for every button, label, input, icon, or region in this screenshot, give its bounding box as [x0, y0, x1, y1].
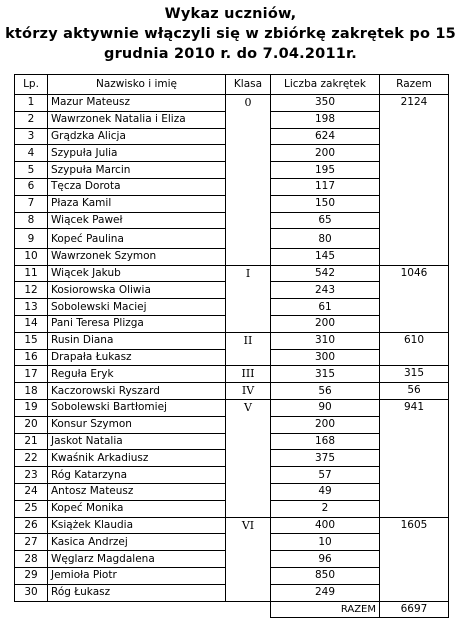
row-lp: 30 [15, 584, 48, 601]
row-name: Rusin Diana [48, 332, 226, 349]
row-lp: 10 [15, 248, 48, 265]
row-lp: 25 [15, 500, 48, 517]
row-name: Mazur Mateusz [48, 95, 226, 112]
row-name: Sobolewski Bartłomiej [48, 399, 226, 416]
row-lp: 9 [15, 229, 48, 248]
row-count: 80 [271, 229, 380, 248]
table-row [15, 95, 449, 112]
row-name: Wawrzonek Natalia i Eliza [48, 111, 226, 128]
row-count: 350 [271, 95, 380, 112]
row-count: 400 [271, 517, 380, 534]
row-name: Szypuła Julia [48, 145, 226, 162]
table-row [15, 366, 449, 383]
row-lp: 4 [15, 145, 48, 162]
group-total-cell: 1046 [380, 265, 449, 332]
row-count: 542 [271, 265, 380, 282]
row-lp: 21 [15, 433, 48, 450]
header-klasa: Klasa [226, 75, 271, 95]
row-lp: 17 [15, 366, 48, 383]
row-lp: 28 [15, 551, 48, 568]
class-cell: IV [226, 383, 271, 400]
row-count: 243 [271, 282, 380, 299]
row-count: 56 [271, 383, 380, 400]
row-name: Węglarz Magdalena [48, 551, 226, 568]
row-count: 310 [271, 332, 380, 349]
header-lp: Lp. [15, 75, 48, 95]
row-lp: 1 [15, 95, 48, 112]
row-count: 200 [271, 416, 380, 433]
class-cell: V [226, 399, 271, 517]
row-count: 624 [271, 128, 380, 145]
row-lp: 3 [15, 128, 48, 145]
row-lp: 7 [15, 195, 48, 212]
row-name: Grądzka Alicja [48, 128, 226, 145]
row-count: 850 [271, 567, 380, 584]
group-total-cell: 315 [380, 366, 449, 383]
row-count: 61 [271, 299, 380, 316]
row-lp: 2 [15, 111, 48, 128]
row-count: 2 [271, 500, 380, 517]
row-count: 96 [271, 551, 380, 568]
row-count: 198 [271, 111, 380, 128]
row-count: 195 [271, 162, 380, 179]
row-name: Płaza Kamil [48, 195, 226, 212]
row-name: Książek Klaudia [48, 517, 226, 534]
title-line-1: Wykaz uczniów, [164, 6, 297, 22]
row-lp: 23 [15, 467, 48, 484]
document-title [0, 4, 461, 64]
row-name: Jaskot Natalia [48, 433, 226, 450]
class-cell: II [226, 332, 271, 366]
row-name: Kaczorowski Ryszard [48, 383, 226, 400]
header-count: Liczba zakrętek [271, 75, 380, 95]
row-name: Kosiorowska Oliwia [48, 282, 226, 299]
row-count: 49 [271, 483, 380, 500]
row-name: Drapała Łukasz [48, 349, 226, 366]
row-name: Kwaśnik Arkadiusz [48, 450, 226, 467]
row-count: 315 [271, 366, 380, 383]
table-row [15, 332, 449, 349]
row-name: Kasica Andrzej [48, 534, 226, 551]
row-count: 57 [271, 467, 380, 484]
class-cell: 0 [226, 95, 271, 266]
row-count: 90 [271, 399, 380, 416]
row-lp: 11 [15, 265, 48, 282]
row-lp: 22 [15, 450, 48, 467]
row-name: Kopeć Monika [48, 500, 226, 517]
row-name: Antosz Mateusz [48, 483, 226, 500]
row-name: Reguła Eryk [48, 366, 226, 383]
row-name: Sobolewski Maciej [48, 299, 226, 316]
group-total-cell: 1605 [380, 517, 449, 601]
group-total-cell: 941 [380, 399, 449, 517]
row-name: Wiącek Jakub [48, 265, 226, 282]
row-count: 200 [271, 145, 380, 162]
row-name: Tęcza Dorota [48, 178, 226, 195]
table-row [15, 399, 449, 416]
class-cell: III [226, 366, 271, 383]
row-count: 168 [271, 433, 380, 450]
row-lp: 14 [15, 315, 48, 332]
row-name: Wiącek Paweł [48, 212, 226, 229]
table-row [15, 517, 449, 534]
class-cell: VI [226, 517, 271, 601]
row-name: Kopeć Paulina [48, 229, 226, 248]
row-count: 200 [271, 315, 380, 332]
row-count: 150 [271, 195, 380, 212]
total-spacer [15, 601, 226, 618]
total-value: 6697 [380, 601, 449, 618]
row-lp: 24 [15, 483, 48, 500]
title-line-2: którzy aktywnie włączyli się w zbiórkę zakrętek po 15 [5, 26, 456, 42]
row-name: Wawrzonek Szymon [48, 248, 226, 265]
row-lp: 12 [15, 282, 48, 299]
row-count: 10 [271, 534, 380, 551]
row-name: Róg Katarzyna [48, 467, 226, 484]
table-row [15, 383, 449, 400]
row-count: 375 [271, 450, 380, 467]
row-lp: 18 [15, 383, 48, 400]
table-header-row [15, 75, 449, 95]
row-lp: 8 [15, 212, 48, 229]
header-name: Nazwisko i imię [48, 75, 226, 95]
row-lp: 19 [15, 399, 48, 416]
row-count: 117 [271, 178, 380, 195]
group-total-cell: 56 [380, 383, 449, 400]
row-name: Jemioła Piotr [48, 567, 226, 584]
group-total-cell: 2124 [380, 95, 449, 266]
row-lp: 13 [15, 299, 48, 316]
row-count: 145 [271, 248, 380, 265]
row-lp: 20 [15, 416, 48, 433]
class-cell: I [226, 265, 271, 332]
row-lp: 15 [15, 332, 48, 349]
row-lp: 27 [15, 534, 48, 551]
total-label: RAZEM [271, 601, 380, 618]
row-name: Róg Łukasz [48, 584, 226, 601]
table-body [15, 95, 449, 618]
row-lp: 16 [15, 349, 48, 366]
total-row [15, 601, 449, 618]
table-row [15, 265, 449, 282]
total-spacer [226, 601, 271, 618]
group-total-cell: 610 [380, 332, 449, 366]
header-razem: Razem [380, 75, 449, 95]
row-count: 65 [271, 212, 380, 229]
row-lp: 6 [15, 178, 48, 195]
row-count: 249 [271, 584, 380, 601]
row-lp: 29 [15, 567, 48, 584]
row-lp: 5 [15, 162, 48, 179]
row-name: Konsur Szymon [48, 416, 226, 433]
row-name: Szypuła Marcin [48, 162, 226, 179]
students-table [14, 74, 449, 618]
row-lp: 26 [15, 517, 48, 534]
row-count: 300 [271, 349, 380, 366]
row-name: Pani Teresa Plizga [48, 315, 226, 332]
title-line-3: grudnia 2010 r. do 7.04.2011r. [103, 46, 358, 62]
